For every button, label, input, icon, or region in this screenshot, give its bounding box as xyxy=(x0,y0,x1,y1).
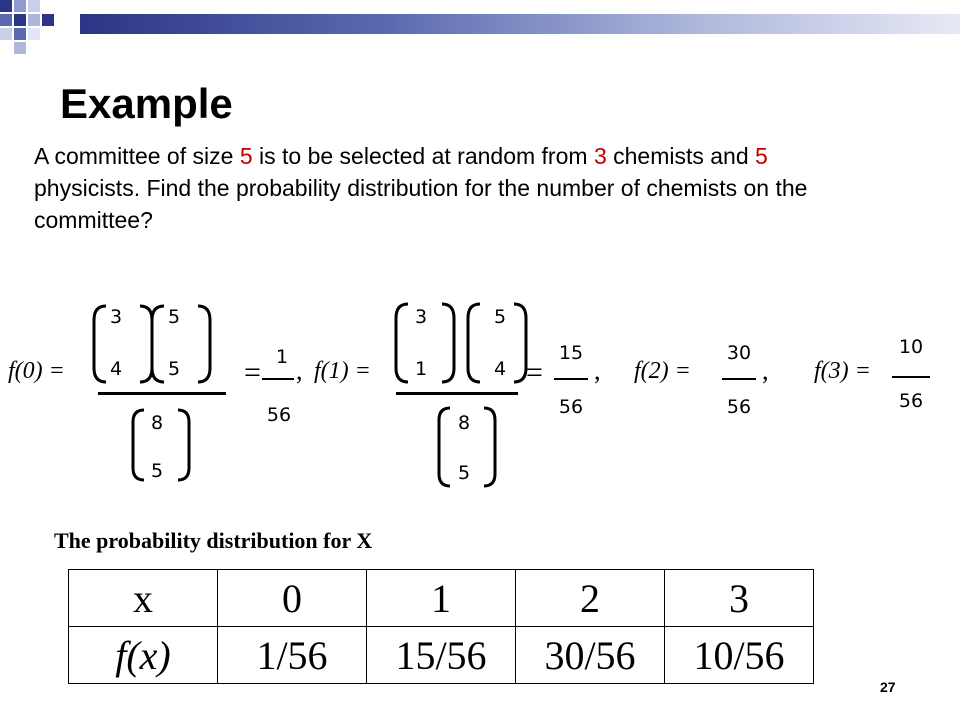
table-cell: f(x) xyxy=(69,627,218,684)
problem-text-2: is to be selected at random from xyxy=(252,143,594,169)
f2-result-den: 56 xyxy=(726,396,752,418)
committee-size: 5 xyxy=(239,143,253,169)
f1-equals: = xyxy=(526,356,543,389)
problem-text-3: chemists and xyxy=(606,143,756,169)
slide-decoration xyxy=(0,0,90,60)
f1-fraction-bar xyxy=(396,392,518,395)
table-row xyxy=(69,570,814,627)
table-cell: x xyxy=(69,570,218,627)
header-gradient-bar xyxy=(80,14,960,34)
f1-bot-a: 1 xyxy=(414,358,428,380)
problem-text-1: A committee of size xyxy=(34,143,240,169)
f0-result-num: 1 xyxy=(275,346,289,368)
chemist-count: 3 xyxy=(593,143,607,169)
f0-equals: = xyxy=(244,356,261,389)
table-cell: 3 xyxy=(665,570,814,627)
f1-den-bot: 5 xyxy=(457,462,471,484)
f1-top-b: 5 xyxy=(493,306,507,328)
f3-label: f(3) = xyxy=(814,358,871,384)
problem-text-4: physicists. Find the probability distribution for the number of chemists on the committee? xyxy=(34,175,808,233)
table-row xyxy=(69,627,814,684)
f0-result-bar xyxy=(262,378,294,380)
f0-bot-a: 4 xyxy=(109,358,123,380)
f3-result-den: 56 xyxy=(898,390,924,412)
problem-statement xyxy=(34,140,854,236)
f1-result-den: 56 xyxy=(558,396,584,418)
table-cell: 30/56 xyxy=(516,627,665,684)
slide-title: Example xyxy=(60,80,233,127)
f1-result-num: 15 xyxy=(558,342,584,364)
f2-label: f(2) = xyxy=(634,358,691,384)
table-cell: 0 xyxy=(218,570,367,627)
f3-result-num: 10 xyxy=(898,336,924,358)
f2-result-bar xyxy=(722,378,756,380)
page-number: 27 xyxy=(880,679,896,695)
f0-top-a: 3 xyxy=(109,306,123,328)
table-cell: 15/56 xyxy=(367,627,516,684)
distribution-title: The probability distribution for X xyxy=(54,528,373,553)
f1-label: f(1) = xyxy=(314,358,371,384)
f0-den-bot: 5 xyxy=(150,460,164,482)
physicist-count: 5 xyxy=(755,143,768,169)
f0-top-b: 5 xyxy=(167,306,181,328)
f1-result-bar xyxy=(554,378,588,380)
f2-result-num: 30 xyxy=(726,342,752,364)
f0-den-top: 8 xyxy=(150,412,164,434)
f2-comma: , xyxy=(762,356,769,385)
distribution-table xyxy=(68,569,814,684)
f0-label: f(0) = xyxy=(8,358,65,384)
f1-den-top: 8 xyxy=(457,412,471,434)
table-cell: 2 xyxy=(516,570,665,627)
f1-comma: , xyxy=(594,356,601,385)
f1-top-a: 3 xyxy=(414,306,428,328)
f0-fraction-bar xyxy=(98,392,226,395)
f0-bot-b: 5 xyxy=(167,358,181,380)
f1-bot-b: 4 xyxy=(493,358,507,380)
f0-comma: , xyxy=(296,356,303,385)
table-cell: 10/56 xyxy=(665,627,814,684)
table-cell: 1/56 xyxy=(218,627,367,684)
table-cell: 1 xyxy=(367,570,516,627)
f0-result-den: 56 xyxy=(266,404,292,426)
f3-result-bar xyxy=(892,376,930,378)
